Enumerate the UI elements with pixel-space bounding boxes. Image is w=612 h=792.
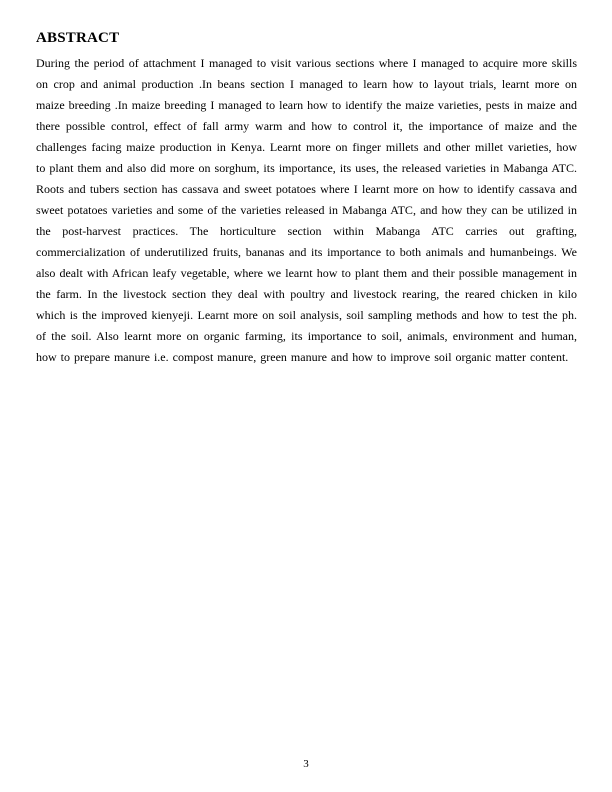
- abstract-heading: ABSTRACT: [36, 30, 120, 46]
- page-content: [36, 30, 577, 368]
- page-number: 3: [303, 758, 309, 770]
- abstract-body-paragraph: During the period of attachment I managed to visit various sections where I managed to acquire more skills on crop and animal production .In beans section I managed to learn how to layout trials, learnt more on maize breeding .In maize breeding I managed to learn how to identify the maize varieties, pests in maize and there possible control, effect of fall army warm and how to control it, the importance of maize and the challenges facing maize production in Kenya. Learnt more on finger millets and other millet varieties, how to plant them and also did more on sorghum, its importance, its uses, the released varieties in Mabanga ATC. Roots and tubers section has cassava and sweet potatoes where I learnt more on how to identify cassava and sweet potatoes varieties and some of the varieties released in Mabanga ATC, and how they can be utilized in the post-harvest practices. The horticulture section within Mabanga ATC carries out grafting, commercialization of underutilized fruits, bananas and its importance to both animals and humanbeings. We also dealt with African leafy vegetable, where we learnt how to plant them and their possible management in the farm. In the livestock section they deal with poultry and livestock rearing, the reared chicken in kilo which is the improved kienyeji. Learnt more on soil analysis, soil sampling methods and how to test the ph. of the soil. Also learnt more on organic farming, its importance to soil, animals, environment and human, how to prepare manure i.e. compost manure, green manure and how to improve soil organic matter content.: [36, 56, 577, 364]
